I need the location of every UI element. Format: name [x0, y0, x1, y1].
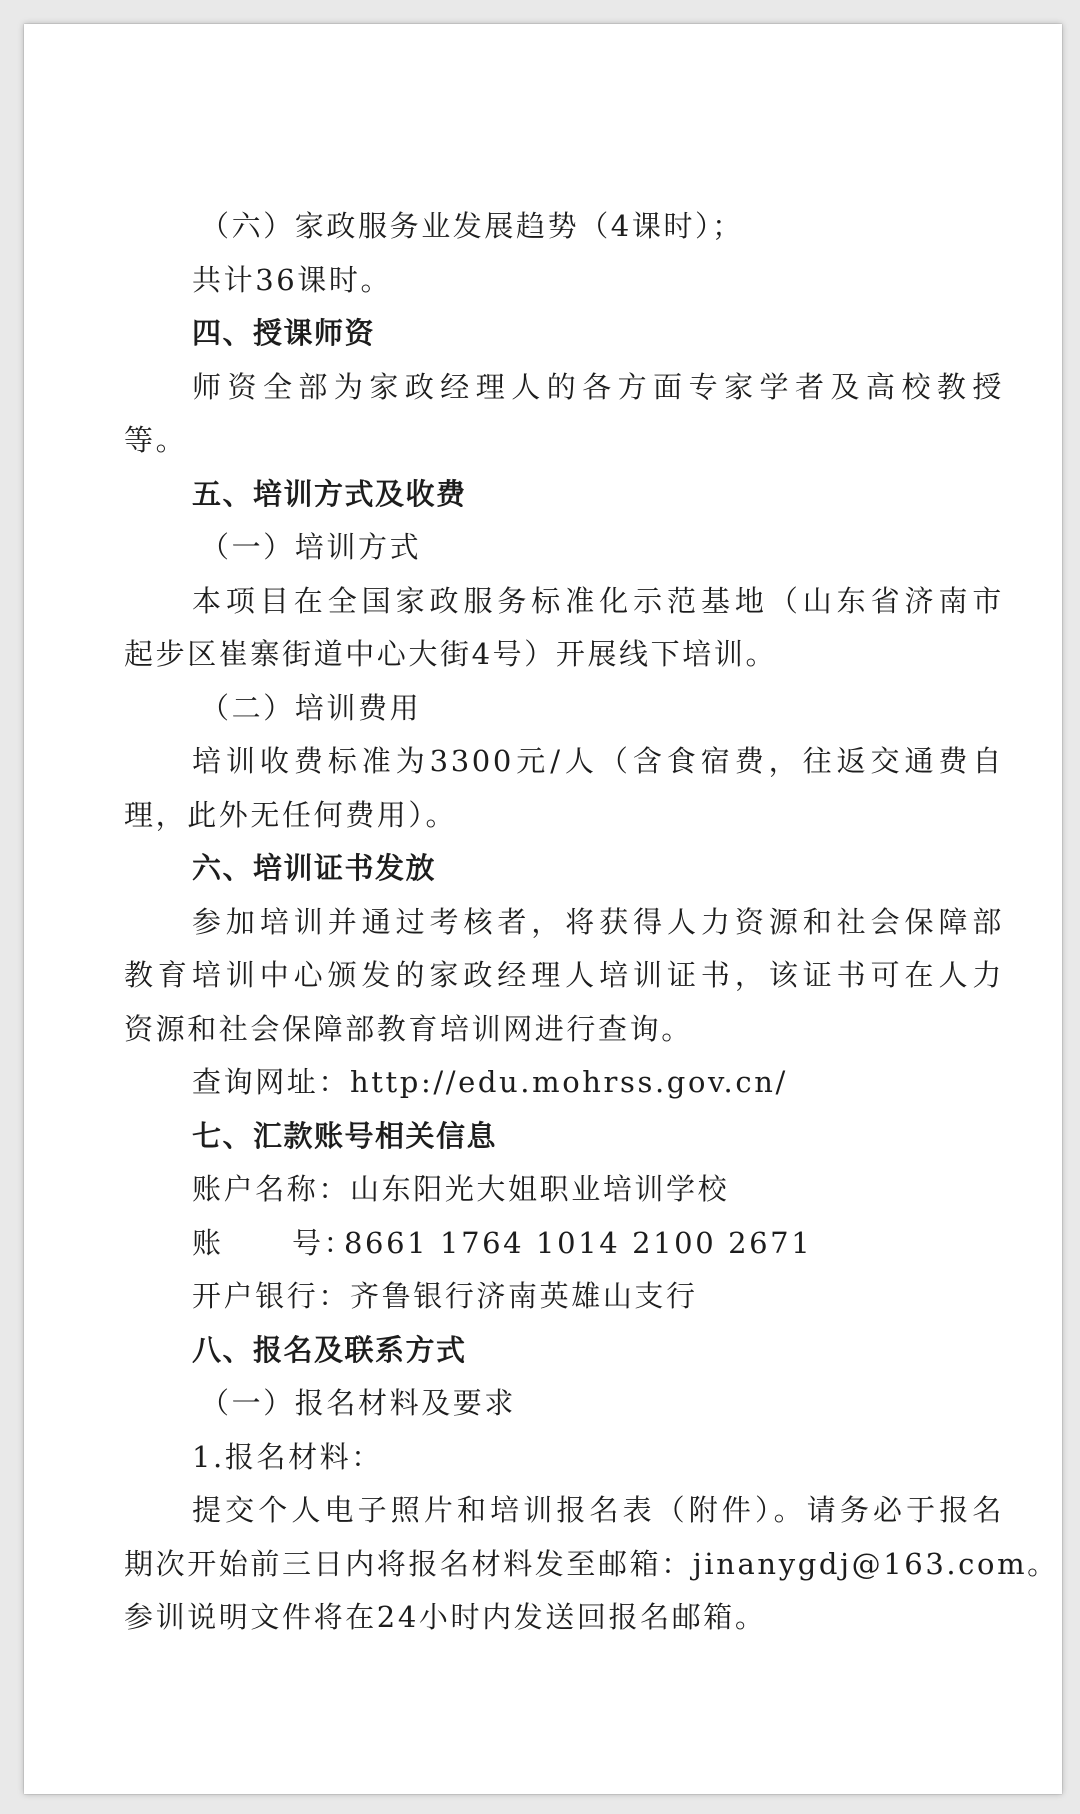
account-name-value: 山东阳光大姐职业培训学校 [350, 1172, 730, 1206]
account-name-label: 账户名称： [192, 1172, 351, 1206]
subheading-registration-materials: （一）报名材料及要求 [200, 1386, 517, 1420]
account-number-label-part-2: 号： [292, 1225, 356, 1260]
bank-value: 齐鲁银行济南英雄山支行 [350, 1279, 698, 1313]
account-number-line [124, 1217, 1004, 1271]
document-page [24, 24, 1062, 1794]
account-number-label [192, 1217, 356, 1271]
registration-materials-label: 1.报名材料： [192, 1439, 383, 1474]
section-heading-teachers: 四、授课师资 [192, 316, 376, 350]
query-url-label: 查询网址： [192, 1065, 351, 1099]
section-heading-account: 七、汇款账号相关信息 [192, 1118, 498, 1153]
teachers-text-line-2: 等。 [124, 423, 188, 457]
account-number-label-part-1: 账 [192, 1225, 224, 1260]
registration-text-line-2: 期次开始前三日内将报名材料发至邮箱：jinanygdj@163.com。 [124, 1546, 1059, 1581]
bank-line [124, 1270, 1004, 1324]
section-heading-registration: 八、报名及联系方式 [192, 1332, 467, 1367]
query-url-line [124, 1056, 1004, 1110]
certificate-line-3: 资源和社会保障部教育培训网进行查询。 [124, 1011, 693, 1046]
bank-label: 开户银行： [192, 1279, 351, 1313]
total-hours: 共计36课时。 [192, 262, 393, 297]
teachers-text-line-1: 师资全部为家政经理人的各方面专家学者及高校教授 [192, 369, 1004, 404]
subheading-training-method: （一）培训方式 [200, 530, 422, 564]
registration-text-line-1: 提交个人电子照片和培训报名表（附件）。请务必于报名 [192, 1493, 1004, 1527]
training-method-line-1: 本项目在全国家政服务标准化示范基地（山东省济南市 [192, 583, 1004, 618]
section-heading-certificate: 六、培训证书发放 [192, 851, 437, 885]
account-name-line [124, 1163, 1004, 1217]
training-fees-line-2: 理，此外无任何费用）。 [124, 797, 458, 832]
registration-text-line-3: 参训说明文件将在24小时内发送回报名邮箱。 [124, 1600, 767, 1634]
section-heading-training-method-fees: 五、培训方式及收费 [192, 476, 467, 511]
query-url-link[interactable]: http://edu.mohrss.gov.cn/ [350, 1065, 788, 1099]
course-item-6: （六）家政服务业发展趋势（4课时）； [200, 209, 744, 243]
account-number-value: 8661 1764 1014 2100 2671 [344, 1225, 813, 1260]
document-body [124, 200, 1059, 1645]
certificate-line-1: 参加培训并通过考核者，将获得人力资源和社会保障部 [192, 904, 1004, 939]
training-fees-line-1: 培训收费标准为3300元/人（含食宿费，往返交通费自 [192, 744, 1004, 778]
certificate-line-2: 教育培训中心颁发的家政经理人培训证书，该证书可在人力 [124, 958, 1004, 992]
subheading-training-fees: （二）培训费用 [200, 690, 422, 725]
training-method-line-2: 起步区崔寨街道中心大街4号）开展线下培训。 [124, 637, 778, 671]
